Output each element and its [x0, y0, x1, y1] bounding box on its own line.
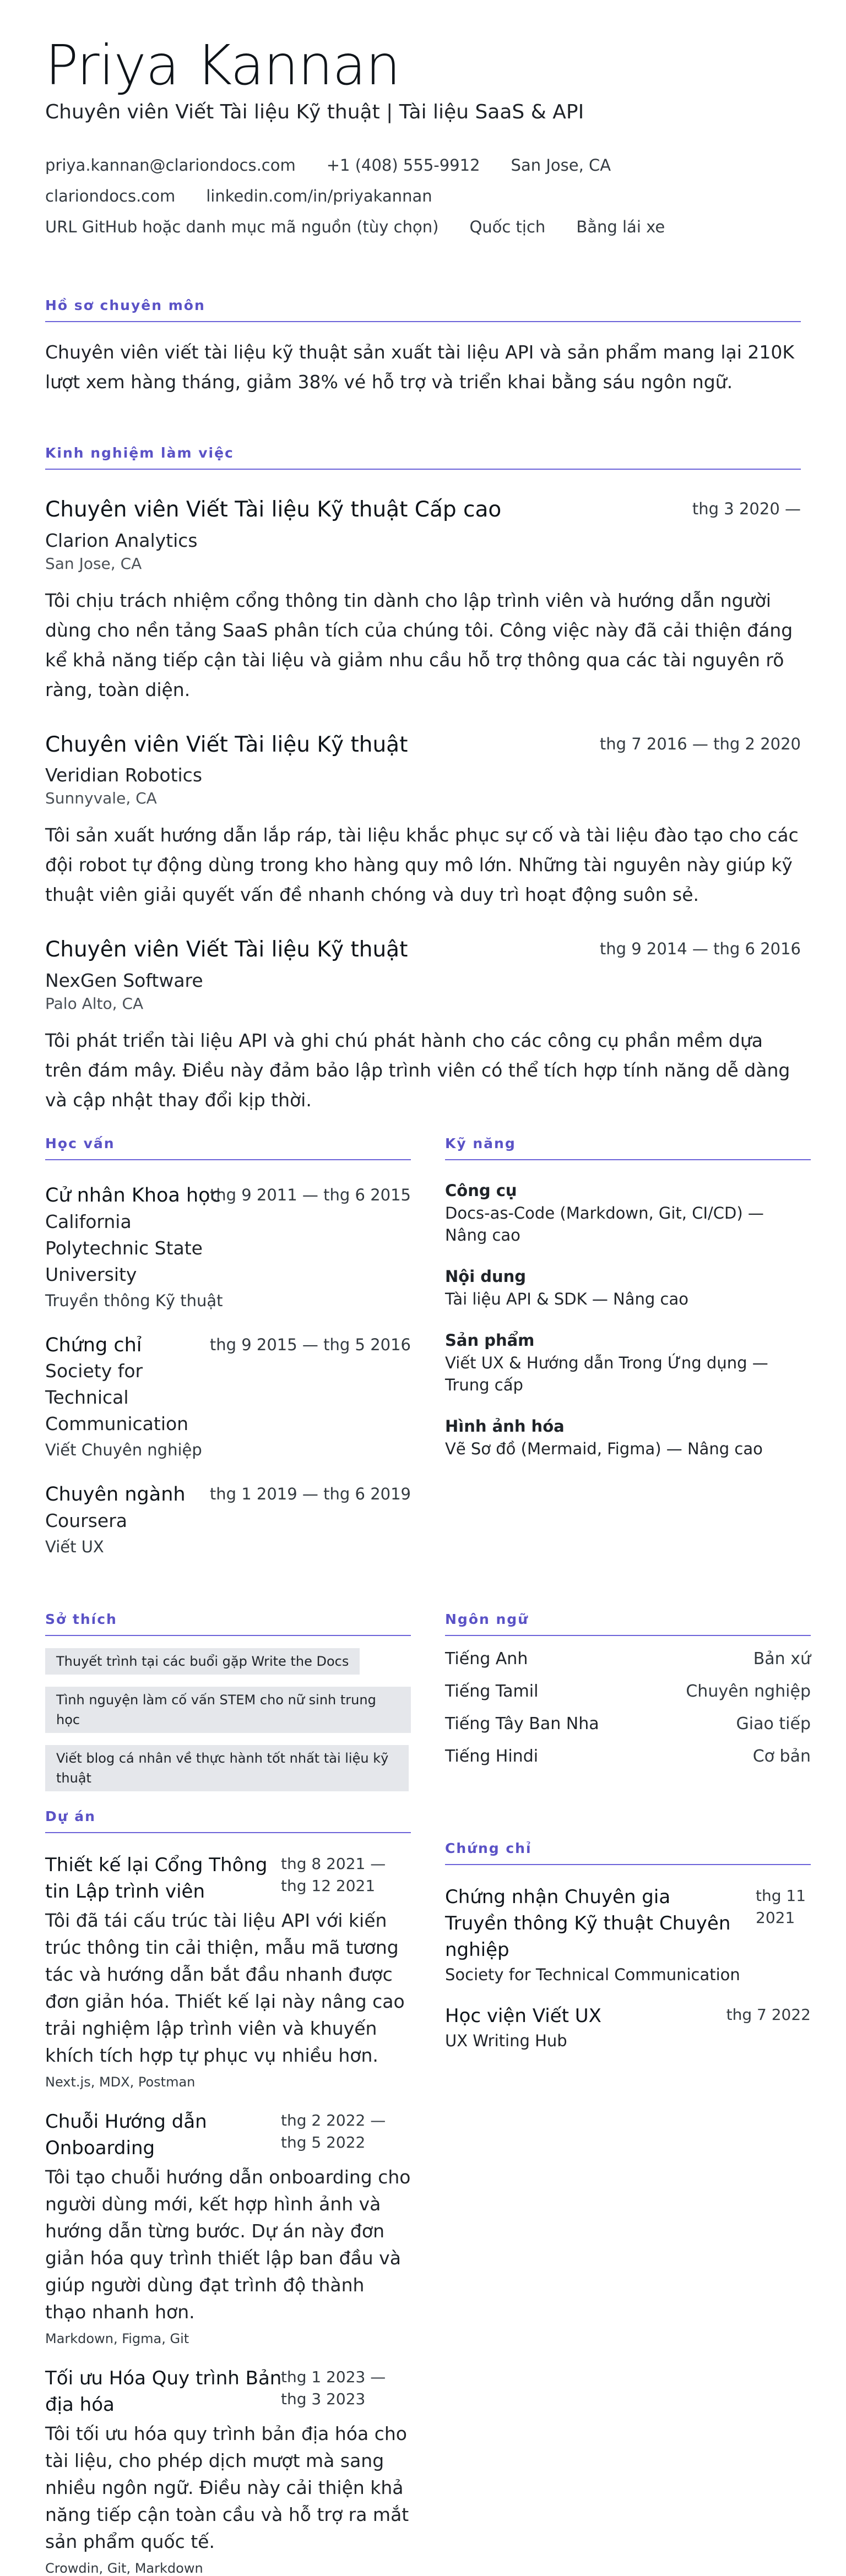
interests-section: [45, 1611, 411, 1791]
job-location: Sunnyvale, CA: [45, 789, 157, 808]
job-description: Tôi chịu trách nhiệm cổng thông tin dành cho lập trình viên và hướng dẫn người dùng cho nền tảng SaaS phân tích của chúng tôi. Công việc này đã cải thiện đáng kể khả năng tiếp cận tài liệu và giảm nhu cầu hỗ trợ thông qua các tài nguyên rõ ràng, toàn diện.: [45, 589, 793, 700]
project-description: Tôi tạo chuỗi hướng dẫn onboarding cho người dùng mới, kết hợp hình ảnh và hướng dẫn từng bước. Dự án này đơn giản hóa quy trình thiết lập ban đầu và giúp người dùng đạt trình độ thành thạo nhanh hơn.: [45, 2166, 411, 2323]
skill-value: Viết UX & Hướng dẫn Trong Ứng dụng — Trung cấp: [445, 1354, 768, 1394]
skill-category: Sản phẩm: [445, 1331, 535, 1350]
section-title-skills: Kỹ năng: [445, 1135, 811, 1160]
skill-item: [445, 1267, 811, 1310]
project-description: Tôi đã tái cấu trúc tài liệu API với kiến trúc thông tin cải thiện, mẫu mã tương tác và hướng dẫn bắt đầu nhanh được đơn giản hóa. Thiết kế lại này nâng cao trải nghiệm lập trình viên và khuyến khích tích hợp tự phục vụ nhiều hơn.: [45, 1910, 405, 2066]
job-item: [45, 731, 801, 910]
certificates-section: [445, 1840, 811, 2050]
language-name: Tiếng Tây Ban Nha: [445, 1714, 599, 1733]
section-title-certificates: Chứng chỉ: [445, 1840, 811, 1865]
education-school: Society for Technical Communication: [45, 1360, 189, 1434]
section-title-experience: Kinh nghiệm làm việc: [45, 445, 801, 470]
skill-value: Docs-as-Code (Markdown, Git, CI/CD) — Nâng cao: [445, 1204, 764, 1244]
certificate-issuer: UX Writing Hub: [445, 2031, 567, 2050]
experience-section: [45, 445, 801, 1115]
education-field: Viết Chuyên nghiệp: [45, 1441, 202, 1459]
project-tech: Next.js, MDX, Postman: [45, 2074, 196, 2090]
skill-value: Vẽ Sơ đồ (Mermaid, Figma) — Nâng cao: [445, 1439, 763, 1458]
section-title-interests: Sở thích: [45, 1611, 411, 1636]
interest-tag: Viết blog cá nhân về thực hành tốt nhất tài liệu kỹ thuật: [45, 1745, 409, 1791]
contact-nationality: Quốc tịch: [469, 217, 546, 236]
skill-value: Tài liệu API & SDK — Nâng cao: [445, 1290, 688, 1308]
education-item: [45, 1482, 411, 1556]
language-level: Chuyên nghiệp: [686, 1682, 811, 1701]
project-item: [45, 1852, 411, 2090]
contact-github[interactable]: URL GitHub hoặc danh mục mã nguồn (tùy chọn): [45, 217, 439, 236]
skill-item: [445, 1417, 811, 1460]
project-item: [45, 2365, 411, 2576]
education-section: [45, 1135, 411, 1556]
job-title: Chuyên viên Viết Tài liệu Kỹ thuật Cấp cao: [45, 497, 502, 522]
language-row: [445, 1682, 811, 1701]
languages-section: [445, 1611, 811, 1766]
education-degree: Chứng chỉ: [45, 1334, 142, 1356]
interest-tag-list: [45, 1636, 411, 1791]
contact-linkedin[interactable]: linkedin.com/in/priyakannan: [206, 186, 432, 205]
job-location: San Jose, CA: [45, 554, 142, 573]
certificate-date: thg 11 2021: [756, 1887, 806, 1927]
certificate-date: thg 7 2022: [726, 2006, 811, 2024]
project-date: thg 2 2022 — thg 5 2022: [281, 2111, 386, 2151]
contact-email[interactable]: priya.kannan@clariondocs.com: [45, 155, 296, 175]
contact-location: San Jose, CA: [511, 155, 611, 175]
job-date: thg 7 2016 — thg 2 2020: [599, 734, 801, 753]
job-company: NexGen Software: [45, 970, 203, 992]
education-degree: Cử nhân Khoa học: [45, 1184, 221, 1207]
education-item: [45, 1183, 411, 1310]
skill-item: [445, 1181, 811, 1246]
education-field: Truyền thông Kỹ thuật: [45, 1291, 223, 1310]
candidate-headline: Chuyên viên Viết Tài liệu Kỹ thuật | Tài liệu SaaS & API: [45, 101, 584, 123]
language-name: Tiếng Hindi: [445, 1747, 539, 1766]
education-date: thg 9 2015 — thg 5 2016: [209, 1335, 411, 1354]
project-tech: Crowdin, Git, Markdown: [45, 2561, 203, 2576]
section-title-projects: Dự án: [45, 1808, 411, 1833]
interest-tag: Tình nguyện làm cố vấn STEM cho nữ sinh trung học: [45, 1687, 411, 1733]
education-field: Viết UX: [45, 1537, 104, 1556]
project-title: Thiết kế lại Cổng Thông tin Lập trình viên: [45, 1854, 268, 1903]
project-date: thg 8 2021 — thg 12 2021: [281, 1855, 386, 1895]
certificate-issuer: Society for Technical Communication: [445, 1965, 740, 1984]
language-level: Bản xứ: [753, 1649, 811, 1669]
language-row: [445, 1714, 811, 1733]
skill-category: Hình ảnh hóa: [445, 1417, 565, 1436]
language-name: Tiếng Anh: [445, 1649, 528, 1669]
contact-driving-license: Bằng lái xe: [576, 217, 665, 236]
education-date: thg 1 2019 — thg 6 2019: [209, 1485, 411, 1503]
contact-website[interactable]: clariondocs.com: [45, 186, 176, 205]
language-row: [445, 1747, 811, 1766]
job-description: Tôi phát triển tài liệu API và ghi chú phát hành cho các công cụ phần mềm dựa trên đám mây. Điều này đảm bảo lập trình viên có thể tích hợp tính năng dễ dàng và cập nhật thay đổi kịp thời.: [45, 1030, 790, 1111]
language-level: Cơ bản: [752, 1747, 811, 1766]
job-company: Clarion Analytics: [45, 529, 198, 551]
resume-header: [45, 33, 801, 242]
summary-section: [45, 297, 801, 397]
summary-text: Chuyên viên viết tài liệu kỹ thuật sản xuất tài liệu API và sản phẩm mang lại 210K lượt xem hàng tháng, giảm 38% vé hỗ trợ và triển khai bằng sáu ngôn ngữ.: [45, 341, 795, 393]
skill-item: [445, 1331, 811, 1396]
education-school: California Polytechnic State University: [45, 1210, 203, 1285]
job-company: Veridian Robotics: [45, 764, 203, 786]
certificate-title: Học viện Viết UX: [445, 2005, 601, 2027]
contact-phone[interactable]: +1 (408) 555-9912: [326, 155, 480, 175]
project-tech: Markdown, Figma, Git: [45, 2331, 189, 2346]
section-title-summary: Hồ sơ chuyên môn: [45, 297, 801, 322]
language-name: Tiếng Tamil: [445, 1682, 539, 1701]
job-description: Tôi sản xuất hướng dẫn lắp ráp, tài liệu khắc phục sự cố và tài liệu đào tạo cho các đội robot tự động dùng trong kho hàng quy mô lớn. Những tài nguyên này giúp kỹ thuật viên giải quyết vấn đề nhanh chóng và duy trì hoạt động suôn sẻ.: [45, 824, 799, 906]
project-title: Tối ưu Hóa Quy trình Bản địa hóa: [45, 2367, 282, 2416]
section-title-languages: Ngôn ngữ: [445, 1611, 811, 1636]
job-title: Chuyên viên Viết Tài liệu Kỹ thuật: [45, 732, 408, 757]
project-item: [45, 2108, 411, 2346]
language-level: Giao tiếp: [736, 1714, 811, 1733]
job-location: Palo Alto, CA: [45, 994, 144, 1013]
section-title-education: Học vấn: [45, 1135, 411, 1160]
language-list: [445, 1649, 811, 1766]
projects-section: [45, 1808, 411, 2576]
job-item: [45, 936, 801, 1115]
language-row: [445, 1649, 811, 1669]
skills-section: [445, 1135, 811, 1460]
certificate-title: Chứng nhận Chuyên gia Truyền thông Kỹ thuật Chuyên nghiệp: [445, 1886, 731, 1961]
project-date: thg 1 2023 — thg 3 2023: [281, 2368, 386, 2408]
education-date: thg 9 2011 — thg 6 2015: [209, 1186, 411, 1204]
job-item: [45, 496, 801, 705]
job-date: thg 9 2014 — thg 6 2016: [599, 939, 801, 959]
candidate-name: Priya Kannan: [45, 33, 400, 97]
project-title: Chuỗi Hướng dẫn Onboarding: [45, 2111, 207, 2159]
skill-category: Công cụ: [445, 1181, 517, 1200]
certificate-item: [445, 2003, 811, 2050]
job-title: Chuyên viên Viết Tài liệu Kỹ thuật: [45, 937, 408, 963]
education-degree: Chuyên ngành: [45, 1483, 186, 1506]
certificate-item: [445, 1884, 811, 1984]
project-description: Tôi tối ưu hóa quy trình bản địa hóa cho tài liệu, cho phép dịch mượt mà sang nhiều ngôn ngữ. Điều này cải thiện khả năng tiếp cận toàn cầu và hỗ trợ ra mắt sản phẩm quốc tế.: [45, 2423, 409, 2552]
job-date: thg 3 2020 —: [692, 499, 801, 518]
education-school: Coursera: [45, 1509, 127, 1531]
skill-category: Nội dung: [445, 1267, 527, 1286]
contact-list: [45, 150, 801, 242]
interest-tag: Thuyết trình tại các buổi gặp Write the Docs: [45, 1648, 360, 1675]
education-item: [45, 1333, 411, 1460]
